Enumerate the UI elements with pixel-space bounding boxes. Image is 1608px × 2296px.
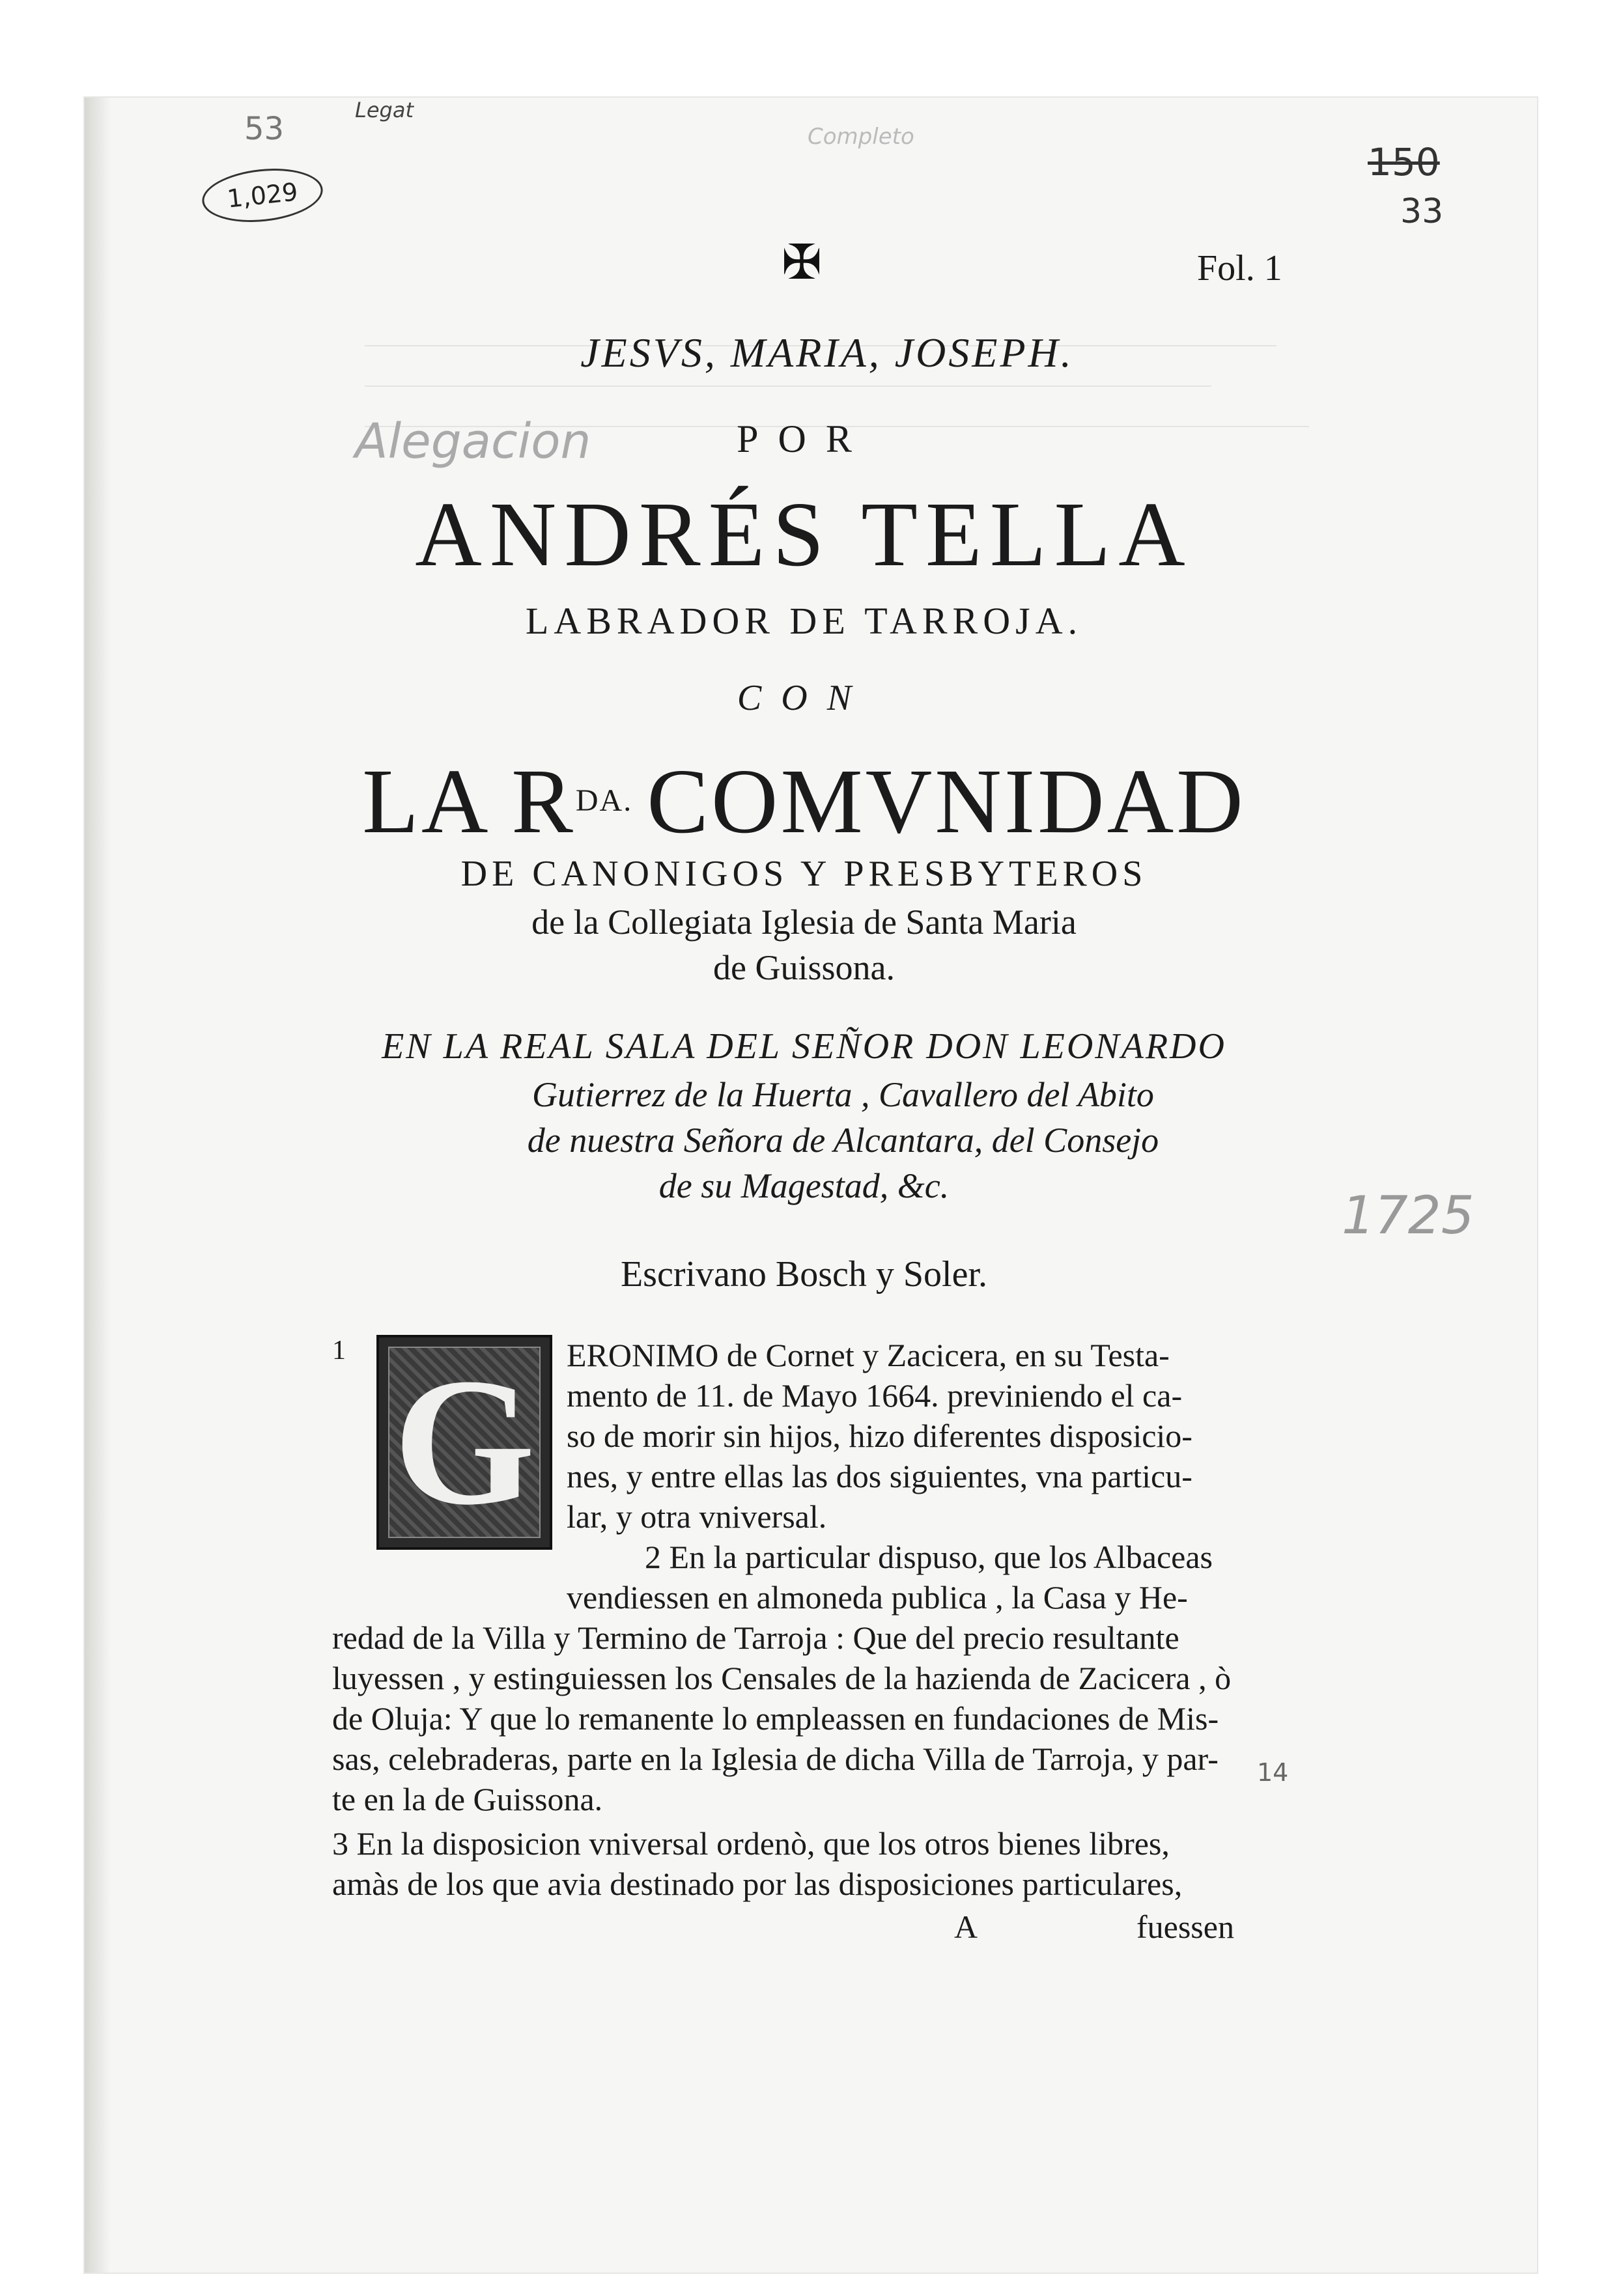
paragraph-number: 1 [332,1336,346,1365]
folio-number: Fol. 1 [1197,248,1282,288]
paragraph-2-indented-line: vendiessen en almoneda publica , la Casa y He- [567,1579,1188,1616]
handwritten-number: 33 [1400,192,1444,231]
text-line: te en la de Guissona. [332,1781,603,1817]
court-line4: de su Magestad, &c. [658,1166,950,1205]
maltese-cross-icon: ✠ [782,234,823,290]
faint-handwritten-word: Completo [808,124,914,150]
text-line: amàs de los que avia destinado por las disposiciones particulares, [332,1866,1183,1902]
text-line: luyessen , y estinguiessen los Censales de la hazienda de Zacicera , ò [332,1660,1232,1696]
title-con: CON [737,678,871,718]
catchword: fuessen [1136,1909,1234,1945]
text-line: so de morir sin hijos, hizo diferentes disposicio- [567,1418,1192,1454]
text-line: de Oluja: Y que lo remanente lo empleassen en fundaciones de Mis- [332,1700,1219,1737]
initial-letter: G [393,1340,535,1543]
handwritten-margin-mark: 14 [1257,1758,1289,1787]
title-community [0,749,1608,852]
handwritten-word: Legat [355,98,414,122]
handwritten-number: 53 [244,111,285,147]
court-line1: EN LA REAL SALA DEL SEÑOR DON LEONARDO [382,1026,1226,1067]
signature-mark: A [954,1909,978,1945]
text-line: lar, y otra vniversal. [567,1498,827,1535]
title-canons: DE CANONIGOS Y PRESBYTEROS [460,854,1148,894]
court-line2: Gutierrez de la Huerta , Cavallero del Abito [532,1075,1154,1114]
title-church-line1: de la Collegiata Iglesia de Santa Maria [531,903,1077,942]
paragraph-1 [567,1335,1283,1537]
circled-number: 1,029 [199,163,325,227]
text-line: sas, celebraderas, parte en la Iglesia de dicha Villa de Tarroja, y par- [332,1741,1219,1777]
court-line3: de nuestra Señora de Alcantara, del Consejo [527,1121,1159,1160]
title-church-line2: de Guissona. [713,948,895,987]
handwritten-year: 1725 [1342,1185,1474,1246]
text-line: 3 En la disposicion vniversal ordenò, que los otros bienes libres, [332,1825,1170,1862]
community-prefix: LA R [362,749,576,852]
decorated-initial [376,1335,552,1550]
title-name: ANDRÉS TELLA [415,483,1193,585]
invocation: JESVS, MARIA, JOSEPH. [580,329,1074,376]
title-occupation: LABRADOR DE TARROJA. [525,600,1083,642]
text-line: nes, y entre ellas las dos siguientes, vna particu- [567,1458,1192,1494]
text-line: mento de 11. de Mayo 1664. previniendo el ca- [567,1377,1183,1414]
community-superscript: DA. [575,783,633,818]
handwritten-number-struck: 150 [1368,140,1440,184]
title-por: POR [737,417,871,460]
handwritten-margin-annotation: Alegacion [355,413,591,469]
text-line: redad de la Villa y Termino de Tarroja : Que del precio resultante [332,1619,1179,1656]
paragraph-2-first-line: 2 En la particular dispuso, que los Albaceas [645,1539,1213,1575]
text-line: ERONIMO de Cornet y Zacicera, en su Testa- [567,1337,1170,1373]
notary-line: Escrivano Bosch y Soler. [620,1254,988,1295]
paragraph-2-body [332,1617,1283,1819]
paragraph-3 [332,1823,1283,1904]
community-word: COMVNIDAD [647,749,1246,852]
